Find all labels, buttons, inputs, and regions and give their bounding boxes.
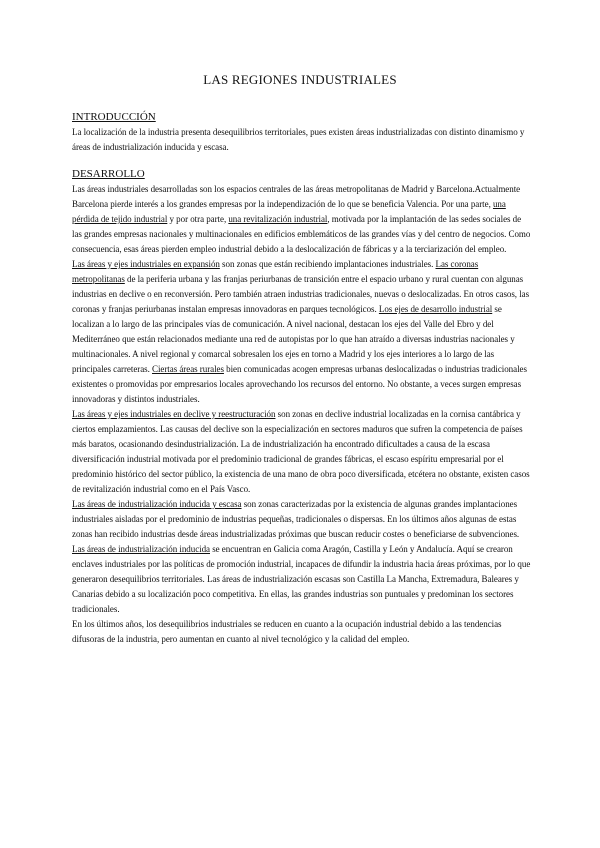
paragraph-areas-declive [72,407,532,497]
underlined-phrase: Las coronas metropolitanas [72,259,479,284]
intro-paragraph: La localización de la industria presenta desequilibrios territoriales, pues existen áreas industrializadas con distinto dinamismo y áreas de industrialización inducida y escasa. [72,127,525,152]
text-run: son zonas que están recibiendo implantaciones industriales. [219,259,436,269]
underlined-phrase: Las áreas de industrialización inducida y escasa [72,499,242,509]
paragraph-areas-inducida [72,497,532,617]
underlined-phrase: Las áreas y ejes industriales en declive y reestructuración [72,409,276,419]
text-run: de la periferia urbana y las franjas periurbanas de transición entre el espacio urbano y rural cuentan con algunas industrias en declive o en reconversión. Pero también atraen industrias tradicionales, nuevas o deslocalizadas. En otros casos, las coronas y franjas periurbanas instalan empresas innovadoras en parques tecnológicos. [72,274,530,314]
underlined-phrase: una pérdida de tejido industrial [72,199,506,224]
text-run: son zonas en declive industrial localizadas en la cornisa cantábrica y ciertos emplazamientos. Las causas del declive son la especialización en sectores maduros que sufren la competencia de países más baratos, ocasionando desindustrialización. La de industrialización ha encontrado dificultades a causa de la escasa diversificación industrial motivada por el predominio tradicional de grandes fábricas, el escaso espíritu empresarial por el predominio histórico del sector público, la existencia de una mano de obra poco diversificada, etcétera no obstante, existen casos de revitalización industrial como en el País Vasco. [72,409,530,494]
underlined-phrase: Ciertas áreas rurales [152,364,224,374]
text-run: y por otra parte, [167,214,229,224]
underlined-phrase: Las áreas y ejes industriales en expansión [72,259,220,269]
text-run: son zonas caracterizadas por la existencia de algunas grandes implantaciones industriales aisladas por el predominio de industrias pequeñas, tradicionales o dispersas. En los últimos años algunas de estas zonas han recibido industrias desde áreas industrializadas próximas que buscan reducir costes o beneficiarse de subvenciones. [72,499,520,539]
document-title: LAS REGIONES INDUSTRIALES [203,72,397,87]
text-run: , motivada por la implantación de las sedes sociales de las grandes empresas nacionales y multinacionales en edificios emblemáticos de las grandes vías y del centro de negocios. Como consecuencia, esas áreas pierden empleo industrial debido a la deslocalización de fábricas y a la terciarización del empleo. [72,214,531,254]
desarrollo-section [72,167,532,647]
text-run: bien comunicadas acogen empresas urbanas deslocalizadas o industrias tradicionales existentes o promovidas por empresarios locales aprovechando los recursos del entorno. No obstante, a veces surgen empresas innovadoras y distintos industriales. [72,364,527,404]
underlined-phrase: Los ejes de desarrollo industrial [378,304,493,314]
text-run: se localizan a lo largo de las principales vías de comunicación. A nivel nacional, destacan los ejes del Valle del Ebro y del Mediterráneo que están relacionados mediante una red de autopistas por lo que han atraído a diversas industrias nacionales y multinacionales. A nivel regional y comarcal sobresalen los ejes en torno a Madrid y los ejes interiores a lo largo de las principales carreteras. [72,304,515,374]
intro-heading: INTRODUCCIÓN [72,111,156,123]
text-run: En los últimos años, los desequilibrios industriales se reducen en cuanto a la ocupación industrial debido a las tendencias difusoras de la industria, pero aumentan en cuanto al nivel tecnológico y la calidad del empleo. [72,619,502,644]
paragraph-areas-expansion [72,257,532,407]
text-run: Las áreas industriales desarrolladas son los espacios centrales de las áreas metropolitanas de Madrid y Barcelona.Actualmente Barcelona pierde interés a los grandes empresas por la independización de lo que se beneficia Valencia. Por una parte, [72,184,521,209]
underlined-phrase: Las áreas de industrialización inducida [72,544,210,554]
text-run: se encuentran en Galicia coma Aragón, Castilla y León y Andalucía. Aquí se crearon enclaves industriales por las políticas de promoción industrial, incapaces de difundir la industria hacia áreas próximas, por lo que generaron desequilibrios territoriales. Las áreas de industrialización escasas son Castilla La Mancha, Extremadura, Baleares y Canarias debido a su localización poco competitiva. En ellas, las grandes industrias son puntuales y predominan los sectores tradicionales. [72,544,531,614]
paragraph-areas-desarrolladas [72,182,532,257]
underlined-phrase: una revitalización industrial [228,214,328,224]
intro-section [72,110,532,155]
paragraph-conclusion [72,617,532,647]
desarrollo-heading: DESARROLLO [72,168,145,180]
